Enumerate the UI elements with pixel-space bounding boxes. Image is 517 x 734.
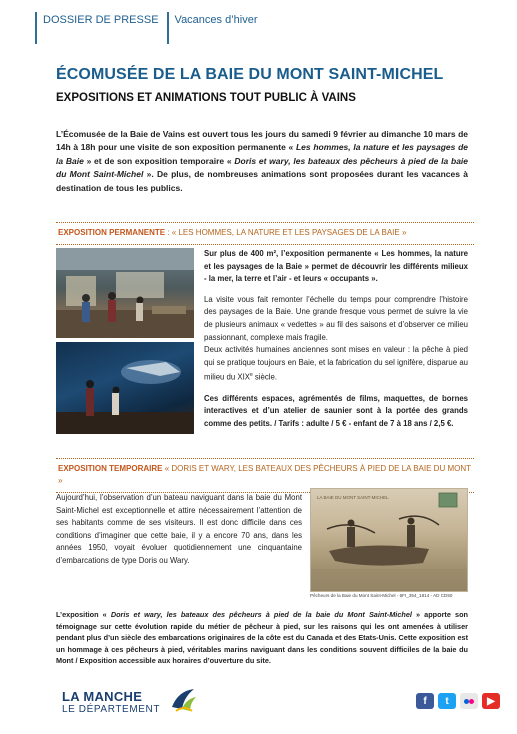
section-heading-permanent	[56, 222, 474, 245]
twitter-icon[interactable]: t	[438, 693, 456, 709]
summary-text-3: » apporte son témoignage sur cette évolution rapide du métier de pêcheur à pied, sur les raisons qui les ont amenées à utiliser pendant plus d’un siècle des embarcations originaires de la côte est du Canada et des Etats-Unis. Cette exposition est un hommage à ces pêcheurs à pied, véritables marins naviguant dans les conditions souvent difficiles de la baie du Mont / Exposition accessible aux horaires d’ouverture du site.	[56, 610, 468, 666]
intro-text-2: Les hommes, la nature et les paysages de la Baie	[56, 142, 468, 166]
intro-paragraph	[56, 128, 468, 195]
header-topic-label: Vacances d’hiver	[167, 12, 258, 44]
permanent-paragraph-4: Ces différents espaces, agrémentés de films, maquettes, de bornes interactives et d’un atelier de saunier sont à la portée des grands comme des petits. / Tarifs : adulte / 5 € - enfant de 7 à 18 ans / 2,5 €.	[204, 393, 468, 428]
section2-lead: EXPOSITION TEMPORAIRE	[58, 464, 163, 473]
permanent-paragraph-3	[204, 344, 468, 384]
logo-line-1: LA MANCHE	[62, 689, 143, 704]
temporary-exhibition-text: Aujourd’hui, l’observation d’un bateau naviguant dans la baie du Mont Saint-Michel est exceptionnelle et attire nécessairement l’attention de ses habitants comme de ses visiteurs. Il est donc difficile dans ces conditions d’imaginer que cette baie, il y a encore 70 ans, dans les années 1950, voyait évoluer quotidiennement une cinquantaine d’embarcations de type Doris ou Wary.	[56, 493, 302, 565]
section1-rest: : « LES HOMMES, LA NATURE ET LES PAYSAGES DE LA BAIE »	[165, 228, 407, 237]
la-manche-logo[interactable]	[62, 689, 192, 717]
header-section-label: DOSSIER DE PRESSE	[35, 12, 159, 44]
social-links	[416, 693, 500, 709]
facebook-icon[interactable]: f	[416, 693, 434, 709]
temporary-exhibition-summary	[56, 609, 468, 667]
page-title: ÉCOMUSÉE DE LA BAIE DU MONT SAINT-MICHEL	[56, 66, 444, 83]
flickr-icon[interactable]	[460, 693, 478, 709]
section2-rest: « DORIS ET WARY, LES BATEAUX DES PÊCHEURS À PIED DE LA BAIE DU MONT »	[58, 464, 471, 485]
permanent-paragraph-3-sup: e	[249, 372, 253, 379]
museum-fresco-photo	[56, 342, 194, 434]
permanent-paragraph-1: Sur plus de 400 m², l’exposition permanente « Les hommes, la nature et les paysages de la Baie » permet de découvrir les différents milieux - la mer, la terre et l’air - et leurs « occupants ».	[204, 249, 468, 284]
permanent-paragraph-3-end: siècle.	[252, 372, 277, 382]
museum-visitors-illustration	[56, 248, 194, 338]
youtube-icon[interactable]: ▶	[482, 693, 500, 709]
permanent-exhibition-text	[204, 248, 468, 438]
intro-text-3: » et de son exposition temporaire «	[83, 155, 235, 166]
intro-text-1: L’Écomusée de la Baie de Vains est ouvert tous les jours du samedi 9 février au dimanche 10 mars de 14h à 18h pour une visite de son exposition permanente «	[56, 129, 468, 153]
logo-line-2: LE DÉPARTEMENT	[62, 704, 161, 715]
page-subtitle: EXPOSITIONS ET ANIMATIONS TOUT PUBLIC À VAINS	[56, 92, 356, 104]
summary-text-2: Doris et wary, les bateaux des pêcheurs à pied de la baie du Mont Saint-Michel	[110, 610, 412, 619]
postcard-title: LA BAIE DU MONT SAINT-MICHEL	[317, 495, 389, 500]
summary-text-1: L’exposition «	[56, 610, 111, 619]
intro-text-4: Doris et wary, les bateaux des pêcheurs à pied de la baie du Mont Saint-Michel	[56, 155, 469, 180]
fishermen-boat-illustration	[311, 489, 467, 591]
section1-lead: EXPOSITION PERMANENTE	[58, 228, 166, 237]
la-manche-logo-mark-icon	[168, 685, 198, 715]
fishermen-postcard-photo	[310, 488, 468, 592]
museum-interior-photo	[56, 248, 194, 338]
permanent-paragraph-3-text: Deux activités humaines anciennes sont mises en valeur : la pêche à pied qui se pratique toujours en Baie, et la fabrication du sel ignifère, disparue au milieu du XIX	[204, 345, 468, 382]
intro-text-5: ». De plus, de nombreuses animations sont proposées durant les vacances à destination de tous les publics.	[56, 169, 468, 193]
postcard-caption: Pêcheurs de la Baie du Mont Saint-Michel - 6FI_354_1814 - AD CD50	[310, 593, 453, 598]
permanent-paragraph-2: La visite vous fait remonter l’échelle du temps pour comprendre l’histoire des paysages de la Baie. Une grande fresque vous permet de suivre la vie de plusieurs animaux « vedettes » au fil des saisons et d’observer ce milieu passionnant, complexe mais fragile.	[204, 294, 468, 342]
fresco-visitors-illustration	[56, 342, 194, 434]
document-header	[35, 12, 266, 44]
